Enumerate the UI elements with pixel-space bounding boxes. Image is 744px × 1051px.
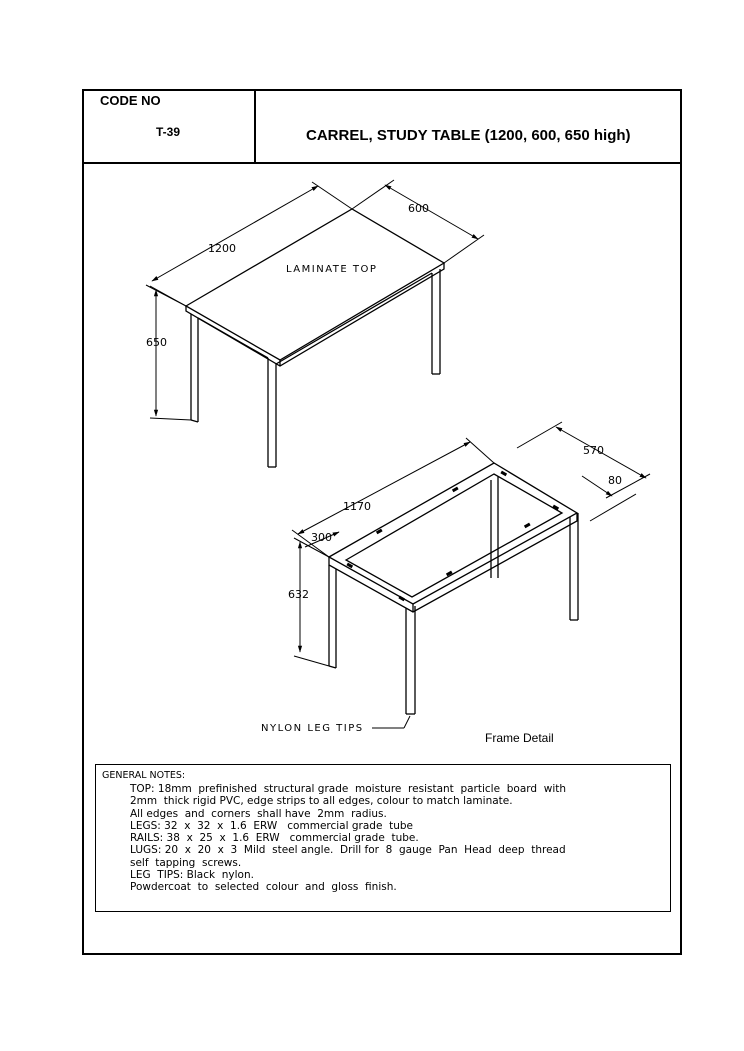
note-line: RAILS: 38 x 25 x 1.6 ERW commercial grade tube. bbox=[130, 832, 419, 845]
dim-300: 300 bbox=[311, 531, 332, 544]
frame-detail-caption: Frame Detail bbox=[485, 731, 554, 745]
laminate-top-label: LAMINATE TOP bbox=[286, 264, 378, 275]
general-notes-title: GENERAL NOTES: bbox=[102, 770, 186, 781]
note-line: LUGS: 20 x 20 x 3 Mild steel angle. Drill for 8 gauge Pan Head deep thread bbox=[130, 844, 566, 857]
frame-leg-back bbox=[491, 476, 498, 578]
note-line: self tapping screws. bbox=[130, 856, 242, 869]
dim-80: 80 bbox=[608, 474, 622, 487]
table-top bbox=[186, 209, 444, 360]
note-line: LEG TIPS: Black nylon. bbox=[130, 869, 254, 882]
nylon-leg-tips-label: NYLON LEG TIPS bbox=[261, 723, 364, 734]
drawing-title: CARREL, STUDY TABLE (1200, 600, 650 high) bbox=[306, 127, 631, 144]
dim-1170: 1170 bbox=[343, 500, 371, 513]
dim-line-600 bbox=[385, 185, 478, 239]
frame-rails-outer bbox=[329, 463, 577, 604]
note-line: All edges and corners shall have 2mm radius. bbox=[130, 807, 387, 820]
dim-600: 600 bbox=[408, 202, 429, 215]
dim-632: 632 bbox=[288, 588, 309, 601]
dim-line-1170 bbox=[298, 442, 470, 534]
table-leg-right bbox=[432, 269, 440, 374]
general-notes-list bbox=[130, 783, 566, 894]
note-line: LEGS: 32 x 32 x 1.6 ERW commercial grade tube bbox=[130, 819, 413, 832]
note-line: Powdercoat to selected colour and gloss finish. bbox=[130, 881, 397, 894]
table-leg-back-left bbox=[191, 314, 198, 422]
dim-1200: 1200 bbox=[208, 242, 236, 255]
table-leg-front bbox=[268, 358, 276, 467]
code-value: T-39 bbox=[156, 125, 181, 139]
general-notes-box bbox=[95, 764, 671, 912]
code-label: CODE NO bbox=[100, 93, 161, 108]
note-line: 2mm thick rigid PVC, edge strips to all edges, colour to match laminate. bbox=[130, 795, 513, 808]
frame-leg-front bbox=[406, 606, 415, 714]
frame-rails-inner bbox=[346, 474, 562, 597]
dim-650: 650 bbox=[146, 336, 167, 349]
frame-leg-right bbox=[570, 513, 578, 620]
frame-leg-back-left bbox=[329, 565, 336, 668]
frame-dimension-labels bbox=[261, 444, 622, 734]
dim-570: 570 bbox=[583, 444, 604, 457]
note-line: TOP: 18mm prefinished structural grade moisture resistant particle board with bbox=[130, 783, 567, 795]
